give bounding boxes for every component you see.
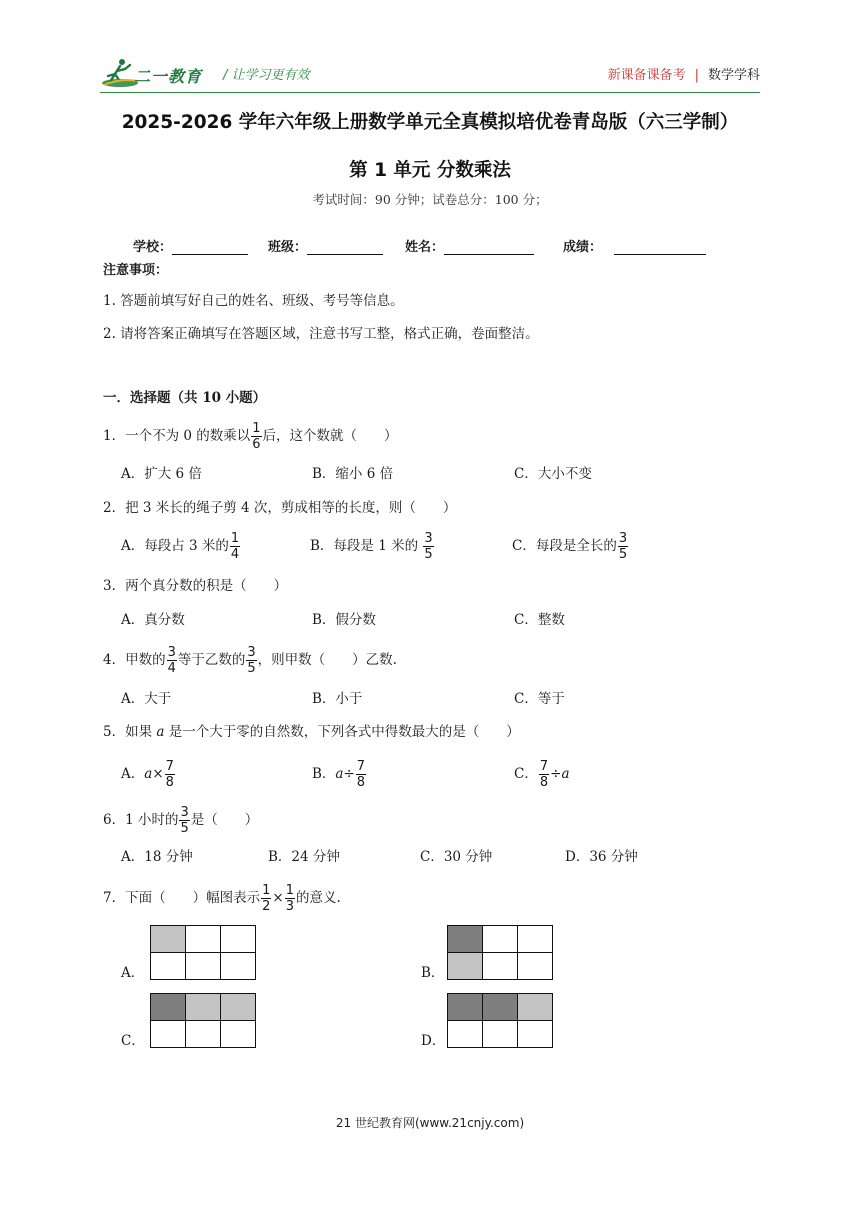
numerator: 3 [167,645,176,660]
question-6 [103,806,258,835]
q2-option-c-text: C．每段是全长的 [512,538,617,554]
grid-cell [151,994,186,1021]
q2-option-a-text: A．每段占 3 米的 [121,538,229,554]
operator: ÷ [343,766,355,782]
q4-option-b[interactable]: B．小于 [312,691,363,707]
grid-cell [221,994,256,1021]
q7-text-end: 的意义. [295,890,341,906]
score-blank[interactable] [614,241,706,255]
question-1 [103,422,398,451]
q3-option-c[interactable]: C．整数 [514,612,565,628]
grid-cell [151,1021,186,1048]
grid-cell [483,1021,518,1048]
q6-text-end: 是（ ） [190,812,259,828]
numerator: 1 [252,421,261,436]
fraction [285,884,295,913]
q3-option-b[interactable]: B．假分数 [312,612,376,628]
q1-text-end: 后，这个数就（ ） [262,428,398,444]
header-subject-label: 数学学科 [707,68,760,83]
exam-info: 考试时间：90 分钟；试卷总分：100 分； [312,192,548,207]
q2-option-b-text: B．每段是 1 米的 [310,538,423,554]
fraction [261,884,271,913]
question-5 [103,726,520,740]
grid-cell [151,953,186,980]
page-title: 2025-2026 学年六年级上册数学单元全真模拟培优卷青岛版（六三学制） [121,112,739,133]
variable-a: a [144,766,153,782]
school-label: 学校： [133,240,173,255]
numerator: 1 [262,883,271,898]
q7-grid-b[interactable] [447,925,553,980]
q4-option-a[interactable]: A．大于 [121,691,172,707]
unit-title: 第 1 单元 分数乘法 [349,160,511,181]
numerator: 3 [424,531,433,546]
question-2: 2．把 3 米长的绳子剪 4 次，剪成相等的长度，则（ ） [103,500,457,516]
q7-option-b[interactable]: B． [421,965,445,981]
numerator: 7 [165,759,174,774]
denominator: 3 [285,899,294,914]
option-label: C． [514,766,538,782]
denominator: 8 [165,775,174,790]
logo-text: 二一教育 [134,67,203,86]
q3-option-a[interactable]: A．真分数 [121,612,185,628]
grid-cell [448,994,483,1021]
denominator: 5 [424,547,433,562]
class-field [268,236,383,255]
name-field [405,236,534,255]
q5-option-a[interactable] [121,760,176,789]
denominator: 5 [180,821,189,836]
q5-option-c[interactable] [514,760,570,789]
section-heading: 一．选择题（共 10 小题） [103,390,267,406]
header-divider [100,92,760,93]
name-label: 姓名： [405,240,445,255]
q4-text: 4．甲数的 [103,652,166,668]
q6-option-d[interactable]: D．36 分钟 [565,849,638,865]
page-header [100,56,760,92]
q6-option-c[interactable]: C．30 分钟 [420,849,493,865]
q7-grid-c[interactable] [150,993,256,1048]
note-item: 1. 答题前填写好自己的姓名、班级、考号等信息。 [103,293,404,309]
operator: × [152,766,164,782]
q5-text-end: 是一个大于零的自然数，下列各式中得数最大的是（ ） [164,724,520,740]
q1-option-a[interactable]: A．扩大 6 倍 [121,466,202,482]
q5-option-b[interactable] [312,760,367,789]
denominator: 5 [618,547,628,562]
fraction [179,806,189,835]
q7-text: 7．下面（ ）幅图表示 [103,890,261,906]
header-subject [608,64,760,83]
denominator: 5 [247,661,256,676]
header-slogan: / 让学习更有效 [223,68,310,83]
numerator: 3 [618,531,628,546]
question-7 [103,884,341,913]
question-3: 3．两个真分数的积是（ ） [103,578,288,594]
numerator: 3 [180,805,189,820]
numerator: 1 [285,883,294,898]
numerator: 7 [539,759,549,774]
fraction [167,646,177,675]
grid-cell [483,953,518,980]
numerator: 1 [230,531,240,546]
school-field [133,236,248,255]
header-separator: | [694,68,699,83]
grid-cell [518,994,553,1021]
variable-a: a [561,766,570,782]
fraction [165,760,175,789]
score-field [563,236,706,255]
q6-text: 6．1 小时的 [103,812,179,828]
q1-text: 1．一个不为 0 的数乘以 [103,428,251,444]
page-footer: 21 世纪教育网(www.21cnjy.com) [335,1116,525,1130]
grid-cell [186,953,221,980]
operator: ÷ [550,766,562,782]
option-label: A． [121,766,145,782]
name-blank[interactable] [444,241,534,255]
q7-grid-d[interactable] [447,993,553,1048]
score-label: 成绩： [563,240,603,255]
q7-option-d[interactable]: D． [421,1033,446,1049]
q6-option-b[interactable]: B．24 分钟 [268,849,340,865]
fraction [251,422,261,451]
question-4 [103,646,397,675]
fraction [356,760,366,789]
class-label: 班级： [268,240,308,255]
fraction [539,760,549,789]
variable-a: a [156,724,165,740]
grid-cell [186,1021,221,1048]
q7-grid-a[interactable] [150,925,256,980]
q2-option-b[interactable] [310,532,435,561]
denominator: 6 [252,437,261,452]
denominator: 8 [539,775,549,790]
q1-option-b[interactable]: B．缩小 6 倍 [312,466,394,482]
q4-text-end: ，则甲数（ ）乙数. [257,652,397,668]
denominator: 4 [167,661,176,676]
fraction [246,646,256,675]
note-item: 2. 请将答案正确填写在答题区域，注意书写工整，格式正确，卷面整洁。 [103,326,539,342]
grid-cell [221,953,256,980]
q6-option-a[interactable]: A．18 分钟 [121,849,193,865]
class-blank[interactable] [307,241,383,255]
q7-option-c[interactable]: C． [121,1033,145,1049]
grid-cell [151,926,186,953]
grid-cell [221,926,256,953]
q2-option-a[interactable] [121,532,241,561]
grid-cell [518,926,553,953]
header-course-label: 新课备课备考 [607,68,686,83]
numerator: 3 [247,645,256,660]
grid-cell [483,926,518,953]
grid-cell [448,1021,483,1048]
student-info-line [133,236,733,256]
fraction [423,532,433,561]
notes-title: 注意事项： [103,263,169,278]
denominator: 8 [356,775,366,790]
denominator: 4 [230,547,240,562]
numerator: 7 [356,759,366,774]
grid-cell [483,994,518,1021]
operator: × [272,890,284,906]
fraction [230,532,240,561]
variable-a: a [335,766,344,782]
option-label: B． [312,766,336,782]
denominator: 2 [262,899,271,914]
grid-cell [186,926,221,953]
grid-cell [448,926,483,953]
grid-cell [448,953,483,980]
grid-cell [518,1021,553,1048]
q1-option-c[interactable]: C．大小不变 [514,466,592,482]
q4-text-mid: 等于乙数的 [177,652,246,668]
q5-text: 5．如果 [103,724,157,740]
q7-option-a[interactable]: A． [121,965,145,981]
q2-option-c[interactable] [512,532,629,561]
q4-option-c[interactable]: C．等于 [514,691,565,707]
grid-cell [518,953,553,980]
school-blank[interactable] [172,241,248,255]
grid-cell [221,1021,256,1048]
fraction [618,532,628,561]
grid-cell [186,994,221,1021]
